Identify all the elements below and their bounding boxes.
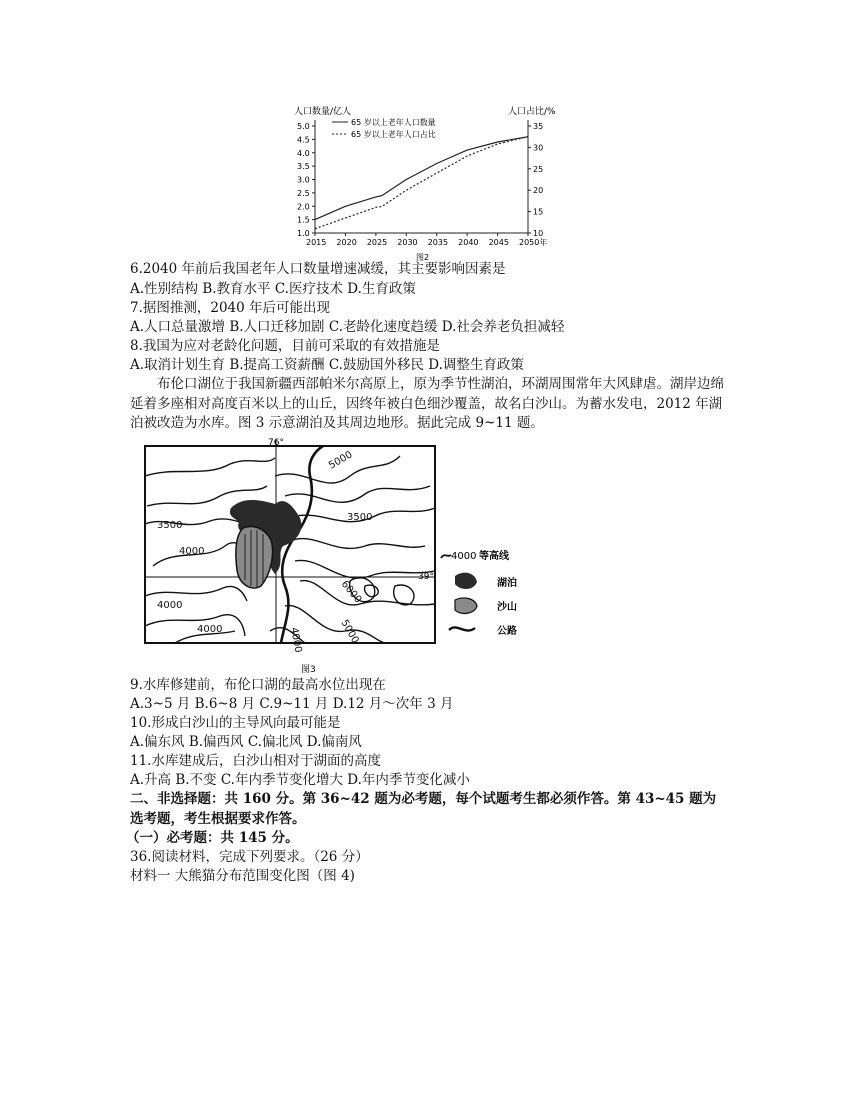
q36-stem: 36.阅读材料，完成下列要求。（26 分） <box>130 849 369 865</box>
q11-stem: 11.水库建成后，白沙山相对于湖面的高度 <box>130 753 381 769</box>
sand-hill <box>236 527 273 589</box>
q8-options: A.取消计划生育 B.提高工资薪酬 C.鼓励国外移民 D.调整生育政策 <box>130 357 524 373</box>
section-2-subheading: （一）必考题：共 145 分。 <box>126 830 299 846</box>
q9-options: A.3~5 月 B.6~8 月 C.9~11 月 D.12 月～次年 3 月 <box>130 696 454 712</box>
y-right-tick-label: 20 <box>533 186 544 196</box>
series-population-share-line <box>315 137 528 229</box>
figure-3-caption: 图3 <box>301 665 316 675</box>
legend-sand-label: 沙山 <box>497 602 517 613</box>
q9-stem: 9.水库修建前，布伦口湖的最高水位出现在 <box>130 677 386 693</box>
series-population-count-line <box>315 137 528 220</box>
legend-lake-symbol <box>455 573 477 589</box>
y-left-tick-label: 1.0 <box>297 229 310 238</box>
legend-lake-label: 湖泊 <box>497 578 517 589</box>
contour-label: 4000 <box>288 626 304 654</box>
q6-stem: 6.2040 年前后我国老年人口数量增速减缓，其主要影响因素是 <box>130 261 506 277</box>
longitude-label: 76° <box>268 438 284 448</box>
y-right-axis-title: 人口占比/% <box>508 107 556 117</box>
x-tick-label: 2035 <box>427 238 449 247</box>
passage-bulunkou-lake: 布伦口湖位于我国新疆西部帕米尔高原上，原为季节性湖泊，环湖周围常年大风肆虐。湖岸边绵延着多座相对高度百米以上的山丘，因终年被白色细沙覆盖，故名白沙山。为蓄水发电，2012 年湖泊被改造为水库。图 3 示意湖泊及其周边地形。据此完成 9~11 题。 <box>130 376 724 431</box>
y-right-tick-label: 10 <box>533 229 544 238</box>
y-left-tick-label: 2.5 <box>297 188 310 198</box>
y-left-tick-label: 1.5 <box>297 215 310 225</box>
legend-sand-symbol <box>455 598 477 613</box>
contour-label: 4000 <box>157 600 183 611</box>
y-left-axis-title: 人口数量/亿人 <box>294 107 352 117</box>
x-tick-label: 2045 <box>488 238 509 247</box>
q8-stem: 8.我国为应对老龄化问题，目前可采取的有效措施是 <box>130 338 440 354</box>
q10-stem: 10.形成白沙山的主导风向最可能是 <box>130 715 341 731</box>
x-tick-label: 2040 <box>458 238 479 247</box>
section-2-heading: 二、非选择题：共 160 分。第 36~42 题为必考题，每个试题考生都必须作答。第 43~45 题为选考题，考生根据要求作答。 <box>130 791 717 827</box>
legend-road-symbol <box>449 627 475 630</box>
y-right-tick-label: 25 <box>533 164 544 174</box>
x-tick-label: 2020 <box>336 238 357 247</box>
figure-3-map <box>135 436 555 676</box>
y-right-tick-label: 30 <box>533 143 544 153</box>
contour-label: 4000 <box>197 624 223 635</box>
figure-2-caption: 图2 <box>416 253 430 262</box>
y-left-tick-label: 5.0 <box>297 122 310 131</box>
q11-options: A.升高 B.不变 C.年内季节变化增大 D.年内季节变化减小 <box>130 772 470 788</box>
legend-dotted-label: 65 岁以上老年人口占比 <box>351 130 436 139</box>
contour-label: 5000 <box>338 618 361 646</box>
legend-contour-value: 4000 <box>451 551 477 562</box>
contour-label: 4000 <box>179 546 205 557</box>
legend-solid-label: 65 岁以上老年人口数量 <box>351 118 436 127</box>
contour-label: 3500 <box>347 512 373 523</box>
q6-options: A.性别结构 B.教育水平 C.医疗技术 D.生育政策 <box>130 281 416 297</box>
legend-road-label: 公路 <box>497 626 517 637</box>
figure-2-chart <box>280 100 570 265</box>
q36-material-1: 材料一 大熊猫分布范围变化图（图 4) <box>130 868 355 884</box>
x-tick-label: 2030 <box>397 238 418 247</box>
contour-label: 6000 <box>338 578 364 606</box>
x-tick-label: 2015 <box>306 238 327 247</box>
q7-options: A.人口总量激增 B.人口迁移加剧 C.老龄化速度趋缓 D.社会养老负担减轻 <box>130 319 565 335</box>
legend-contour-symbol <box>441 555 451 558</box>
y-left-tick-label: 4.0 <box>297 148 310 158</box>
x-tick-label: 2050年 <box>519 238 548 247</box>
q7-stem: 7.据图推测，2040 年后可能出现 <box>130 300 331 316</box>
legend-contour-text: 等高线 <box>479 551 509 562</box>
y-left-tick-label: 4.5 <box>297 135 310 145</box>
latitude-label: 39° <box>418 572 434 582</box>
q10-options: A.偏东风 B.偏西风 C.偏北风 D.偏南风 <box>130 734 362 750</box>
y-left-tick-label: 3.5 <box>297 162 310 172</box>
contour-label: 5000 <box>327 449 355 472</box>
y-left-tick-label: 2.0 <box>297 202 310 212</box>
y-right-tick-label: 15 <box>533 207 544 217</box>
contour-label: 3500 <box>157 520 183 531</box>
y-left-tick-label: 3.0 <box>297 175 310 185</box>
x-tick-label: 2025 <box>366 238 388 247</box>
y-right-tick-label: 35 <box>533 122 544 131</box>
